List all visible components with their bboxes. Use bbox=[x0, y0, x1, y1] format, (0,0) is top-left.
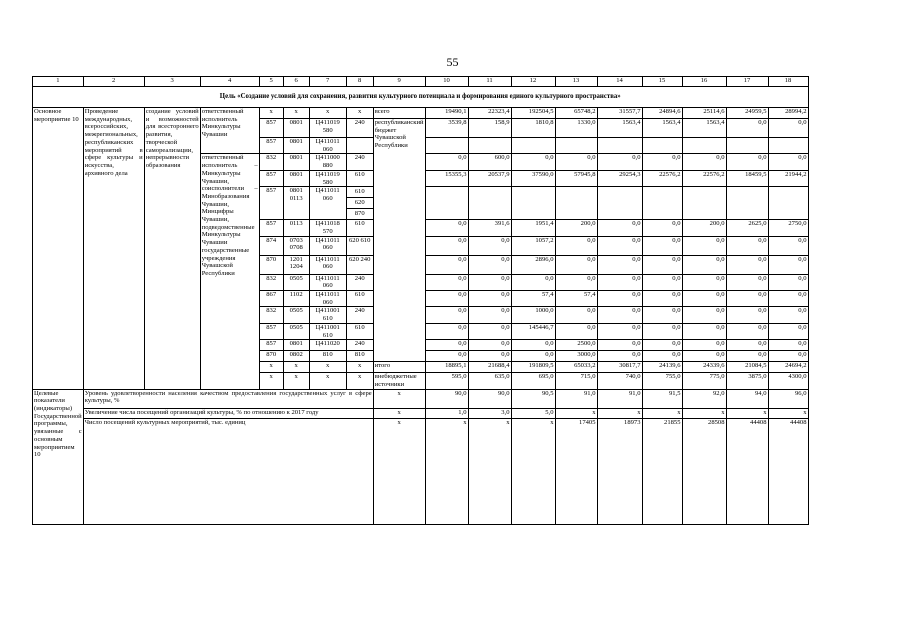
section-code: 0801 0113 bbox=[283, 187, 309, 220]
funding-value: 200,0 bbox=[555, 220, 597, 236]
funding-value bbox=[511, 138, 555, 154]
funding-value: 0,0 bbox=[597, 236, 642, 255]
indicator-row bbox=[33, 389, 809, 408]
expense-type-code: 610 bbox=[346, 220, 373, 236]
grbs-code: 832 bbox=[259, 154, 283, 170]
funding-value: 0,0 bbox=[642, 340, 682, 351]
expense-type-code: x bbox=[346, 362, 373, 373]
funding-value bbox=[726, 187, 768, 220]
indicator-value: 90,0 bbox=[425, 389, 468, 408]
funding-value: 0,0 bbox=[768, 236, 808, 255]
funding-value: 0,0 bbox=[768, 340, 808, 351]
expense-type-code: 240 bbox=[346, 340, 373, 351]
funding-value: 0,0 bbox=[642, 291, 682, 307]
column-number: 1 bbox=[33, 77, 84, 87]
funding-value: 0,0 bbox=[726, 307, 768, 323]
section-code: 0802 bbox=[283, 351, 309, 362]
column-number-row bbox=[33, 77, 809, 87]
funding-value: 0,0 bbox=[726, 323, 768, 339]
target-article-code: Ц411018 570 bbox=[309, 220, 346, 236]
grbs-code: 857 bbox=[259, 119, 283, 138]
funding-value: 30817,7 bbox=[597, 362, 642, 373]
funding-value: 3875,0 bbox=[726, 373, 768, 389]
funding-value: 775,0 bbox=[682, 373, 726, 389]
grbs-code: 857 bbox=[259, 323, 283, 339]
funding-value: 24959,5 bbox=[726, 108, 768, 119]
funding-value: 0,0 bbox=[726, 291, 768, 307]
funding-value: 65748,2 bbox=[555, 108, 597, 119]
funding-value bbox=[726, 138, 768, 154]
funding-value bbox=[682, 138, 726, 154]
column-number: 10 bbox=[425, 77, 468, 87]
funding-row bbox=[33, 108, 809, 119]
column-number: 5 bbox=[259, 77, 283, 87]
indicator-text: Увеличение числа посещений организаций культуры, % по отношению к 2017 году bbox=[83, 408, 373, 418]
funding-value: 1563,4 bbox=[642, 119, 682, 138]
funding-value: 37590,0 bbox=[511, 170, 555, 186]
indicator-value: 21855 bbox=[642, 418, 682, 524]
funding-value: 595,0 bbox=[425, 373, 468, 389]
indicator-mark: x bbox=[373, 408, 425, 418]
expense-type-code: 610 bbox=[346, 291, 373, 307]
indicator-value: 3,0 bbox=[468, 408, 511, 418]
funding-value bbox=[768, 187, 808, 220]
funding-value: 0,0 bbox=[768, 119, 808, 138]
funding-value: 65033,2 bbox=[555, 362, 597, 373]
indicator-value: x bbox=[425, 418, 468, 524]
funding-value bbox=[682, 187, 726, 220]
indicator-value: 90,5 bbox=[511, 389, 555, 408]
funding-value: 158,9 bbox=[468, 119, 511, 138]
funding-value: 1563,4 bbox=[597, 119, 642, 138]
funding-value: 22576,2 bbox=[642, 170, 682, 186]
funding-value: 192504,5 bbox=[511, 108, 555, 119]
funding-value: 0,0 bbox=[726, 340, 768, 351]
funding-value: 0,0 bbox=[682, 291, 726, 307]
funding-value: 0,0 bbox=[682, 340, 726, 351]
funding-value bbox=[597, 187, 642, 220]
funding-value: 1000,0 bbox=[511, 307, 555, 323]
funding-value: 0,0 bbox=[468, 351, 511, 362]
column-number: 3 bbox=[144, 77, 200, 87]
funding-value: 0,0 bbox=[642, 154, 682, 170]
expense-type-code-line: 620 bbox=[347, 198, 373, 209]
indicator-mark: x bbox=[373, 418, 425, 524]
funding-value bbox=[768, 138, 808, 154]
target-article-code: Ц411011 060 bbox=[309, 291, 346, 307]
funding-value: 0,0 bbox=[511, 274, 555, 290]
funding-value: 0,0 bbox=[768, 255, 808, 274]
funding-value: 0,0 bbox=[768, 154, 808, 170]
column-number: 8 bbox=[346, 77, 373, 87]
grbs-code: 870 bbox=[259, 351, 283, 362]
grbs-code: 857 bbox=[259, 170, 283, 186]
funding-value: 31557,7 bbox=[597, 108, 642, 119]
section-code: 0505 bbox=[283, 323, 309, 339]
funding-value: 2896,0 bbox=[511, 255, 555, 274]
column-number: 7 bbox=[309, 77, 346, 87]
funding-value: 0,0 bbox=[726, 236, 768, 255]
indicator-value: 17405 bbox=[555, 418, 597, 524]
target-article-code: x bbox=[309, 108, 346, 119]
target-article-code: Ц411001 610 bbox=[309, 323, 346, 339]
indicator-value: 92,0 bbox=[682, 389, 726, 408]
funding-value: 0,0 bbox=[555, 236, 597, 255]
goal-row bbox=[33, 87, 809, 108]
funding-value: 0,0 bbox=[555, 255, 597, 274]
funding-value: 0,0 bbox=[597, 154, 642, 170]
funding-value: 0,0 bbox=[768, 351, 808, 362]
funding-value: 1951,4 bbox=[511, 220, 555, 236]
funding-value: 0,0 bbox=[597, 323, 642, 339]
funding-value: 57,4 bbox=[555, 291, 597, 307]
expense-type-code: 620 240 bbox=[346, 255, 373, 274]
expense-type-code: 240 bbox=[346, 274, 373, 290]
funding-value: 0,0 bbox=[555, 323, 597, 339]
indicator-value: x bbox=[726, 408, 768, 418]
funding-value: 24694,2 bbox=[768, 362, 808, 373]
funding-value: 22576,2 bbox=[682, 170, 726, 186]
grbs-code: 832 bbox=[259, 307, 283, 323]
funding-value: 0,0 bbox=[425, 154, 468, 170]
target-article-code: Ц411001 610 bbox=[309, 307, 346, 323]
funding-source: внебюджетные источники bbox=[373, 373, 425, 389]
indicator-value: x bbox=[597, 408, 642, 418]
column-number: 18 bbox=[768, 77, 808, 87]
funding-value: 19490,1 bbox=[425, 108, 468, 119]
funding-value: 0,0 bbox=[768, 291, 808, 307]
section-code: x bbox=[283, 108, 309, 119]
funding-value: 24894,6 bbox=[642, 108, 682, 119]
funding-value: 0,0 bbox=[468, 291, 511, 307]
grbs-code: 874 bbox=[259, 236, 283, 255]
funding-value: 695,0 bbox=[511, 373, 555, 389]
funding-value: 18895,1 bbox=[425, 362, 468, 373]
funding-value bbox=[642, 187, 682, 220]
funding-value: 0,0 bbox=[726, 154, 768, 170]
expense-type-code: x bbox=[346, 108, 373, 119]
funding-value: 0,0 bbox=[768, 323, 808, 339]
column-number: 2 bbox=[83, 77, 144, 87]
funding-value: 25114,6 bbox=[682, 108, 726, 119]
funding-value: 0,0 bbox=[597, 340, 642, 351]
indicator-row bbox=[33, 418, 809, 524]
funding-value: 740,0 bbox=[597, 373, 642, 389]
expense-type-code: 620 610 bbox=[346, 236, 373, 255]
funding-value: 0,0 bbox=[555, 274, 597, 290]
funding-value: 0,0 bbox=[726, 119, 768, 138]
section-code: 0801 bbox=[283, 340, 309, 351]
funding-value: 0,0 bbox=[682, 351, 726, 362]
funding-value bbox=[642, 138, 682, 154]
section-code: 0505 bbox=[283, 307, 309, 323]
funding-value: 191809,5 bbox=[511, 362, 555, 373]
funding-value bbox=[511, 187, 555, 220]
grbs-code: x bbox=[259, 362, 283, 373]
expense-type-code bbox=[346, 138, 373, 154]
indicator-value: 5,0 bbox=[511, 408, 555, 418]
funding-value: 0,0 bbox=[642, 274, 682, 290]
funding-value: 600,0 bbox=[468, 154, 511, 170]
funding-value bbox=[597, 138, 642, 154]
expense-type-code: 240 bbox=[346, 154, 373, 170]
indicator-value: x bbox=[642, 408, 682, 418]
funding-value: 0,0 bbox=[425, 323, 468, 339]
funding-value: 0,0 bbox=[726, 274, 768, 290]
column-number: 11 bbox=[468, 77, 511, 87]
indicator-value: 44408 bbox=[768, 418, 808, 524]
grbs-code: 857 bbox=[259, 340, 283, 351]
funding-value: 0,0 bbox=[597, 220, 642, 236]
funding-value: 15355,3 bbox=[425, 170, 468, 186]
funding-value bbox=[425, 187, 468, 220]
indicator-mark: x bbox=[373, 389, 425, 408]
funding-value: 0,0 bbox=[682, 323, 726, 339]
indicator-value: 90,0 bbox=[468, 389, 511, 408]
funding-value: 28994,2 bbox=[768, 108, 808, 119]
indicators-label: Целевые показатели (индикаторы) Государственной программы, увязанные с основным мероприятием 10 bbox=[33, 389, 84, 524]
expense-type-code: x bbox=[346, 373, 373, 389]
funding-source: итого bbox=[373, 362, 425, 373]
funding-value: 0,0 bbox=[425, 291, 468, 307]
funding-value: 24339,6 bbox=[682, 362, 726, 373]
funding-value: 0,0 bbox=[768, 307, 808, 323]
funding-value: 0,0 bbox=[642, 255, 682, 274]
expense-type-code-line: 610 bbox=[347, 187, 373, 198]
column-number: 16 bbox=[682, 77, 726, 87]
indicator-value: 28508 bbox=[682, 418, 726, 524]
target-article-code: Ц411000 880 bbox=[309, 154, 346, 170]
funding-value: 0,0 bbox=[555, 154, 597, 170]
indicator-value: 96,0 bbox=[768, 389, 808, 408]
funding-value: 0,0 bbox=[642, 323, 682, 339]
funding-value: 0,0 bbox=[642, 307, 682, 323]
section-code: x bbox=[283, 373, 309, 389]
funding-value: 3539,8 bbox=[425, 119, 468, 138]
funding-value: 21688,4 bbox=[468, 362, 511, 373]
grbs-code: 857 bbox=[259, 187, 283, 220]
funding-value: 0,0 bbox=[468, 274, 511, 290]
grbs-code: 857 bbox=[259, 138, 283, 154]
funding-value: 0,0 bbox=[682, 307, 726, 323]
expense-type-code: 610 bbox=[346, 170, 373, 186]
section-code: 0703 0708 bbox=[283, 236, 309, 255]
target-article-code: Ц411020 bbox=[309, 340, 346, 351]
section-code: 0801 bbox=[283, 154, 309, 170]
section-code: 0801 bbox=[283, 119, 309, 138]
column-number: 9 bbox=[373, 77, 425, 87]
funding-value: 0,0 bbox=[425, 274, 468, 290]
funding-value: 0,0 bbox=[425, 236, 468, 255]
expense-type-code: 610 bbox=[346, 323, 373, 339]
funding-value: 0,0 bbox=[468, 255, 511, 274]
target-article-code: Ц411011 060 bbox=[309, 187, 346, 220]
section-code: 1201 1204 bbox=[283, 255, 309, 274]
funding-value: 0,0 bbox=[511, 351, 555, 362]
funding-value: 0,0 bbox=[642, 351, 682, 362]
grbs-code: x bbox=[259, 108, 283, 119]
grbs-code: 857 bbox=[259, 220, 283, 236]
funding-source: республиканский бюджет Чувашской Республики bbox=[373, 119, 425, 362]
funding-value: 0,0 bbox=[768, 274, 808, 290]
indicator-value: 18973 bbox=[597, 418, 642, 524]
target-article-code: Ц411011 060 bbox=[309, 255, 346, 274]
event-status: Основное мероприятие 10 bbox=[33, 108, 84, 390]
funding-value: 635,0 bbox=[468, 373, 511, 389]
section-code: 0801 bbox=[283, 138, 309, 154]
section-code: 0113 bbox=[283, 220, 309, 236]
funding-value: 0,0 bbox=[682, 154, 726, 170]
program-table bbox=[32, 76, 809, 525]
funding-value: 18459,5 bbox=[726, 170, 768, 186]
target-article-code: Ц411011 060 bbox=[309, 236, 346, 255]
funding-value: 3000,0 bbox=[555, 351, 597, 362]
indicator-value: x bbox=[555, 408, 597, 418]
grbs-code: 832 bbox=[259, 274, 283, 290]
expense-type-code: 240 bbox=[346, 119, 373, 138]
funding-value: 391,6 bbox=[468, 220, 511, 236]
funding-value bbox=[468, 187, 511, 220]
indicator-value: 91,5 bbox=[642, 389, 682, 408]
section-code: 0505 bbox=[283, 274, 309, 290]
funding-value bbox=[468, 138, 511, 154]
target-article-code: Ц411011 060 bbox=[309, 138, 346, 154]
expense-type-code: 240 bbox=[346, 307, 373, 323]
funding-value: 0,0 bbox=[425, 307, 468, 323]
target-article-code: Ц411011 060 bbox=[309, 274, 346, 290]
indicator-value: 91,0 bbox=[555, 389, 597, 408]
page-number: 55 bbox=[446, 55, 459, 69]
event-goal: создание условий и возможностей для всестороннего развития, творческой самореализации, непрерывности образования bbox=[144, 108, 200, 390]
target-article-code: 810 bbox=[309, 351, 346, 362]
funding-value: 0,0 bbox=[511, 154, 555, 170]
target-article-code: x bbox=[309, 362, 346, 373]
indicator-value: x bbox=[682, 408, 726, 418]
section-code: 0801 bbox=[283, 170, 309, 186]
grbs-code: 867 bbox=[259, 291, 283, 307]
funding-value: 0,0 bbox=[425, 255, 468, 274]
funding-value: 2625,0 bbox=[726, 220, 768, 236]
funding-value: 2750,0 bbox=[768, 220, 808, 236]
funding-value: 0,0 bbox=[425, 220, 468, 236]
column-number: 15 bbox=[642, 77, 682, 87]
funding-value: 0,0 bbox=[682, 255, 726, 274]
indicator-value: x bbox=[468, 418, 511, 524]
indicator-value: 94,0 bbox=[726, 389, 768, 408]
funding-value: 0,0 bbox=[682, 274, 726, 290]
section-code: 1102 bbox=[283, 291, 309, 307]
goal-title: Цель «Создание условий для сохранения, развития культурного потенциала и формирования единого культурного пространства» bbox=[33, 87, 809, 108]
target-article-code: x bbox=[309, 373, 346, 389]
target-article-code: Ц411019 580 bbox=[309, 119, 346, 138]
expense-type-code-line: 870 bbox=[354, 210, 365, 218]
funding-value: 0,0 bbox=[726, 351, 768, 362]
funding-value: 0,0 bbox=[425, 340, 468, 351]
indicator-value: x bbox=[768, 408, 808, 418]
indicator-value: 1,0 bbox=[425, 408, 468, 418]
section-code: x bbox=[283, 362, 309, 373]
funding-value: 0,0 bbox=[597, 351, 642, 362]
column-number: 13 bbox=[555, 77, 597, 87]
column-number: 14 bbox=[597, 77, 642, 87]
indicator-value: 91,0 bbox=[597, 389, 642, 408]
funding-value: 1057,2 bbox=[511, 236, 555, 255]
funding-value: 0,0 bbox=[642, 236, 682, 255]
indicator-text: Уровень удовлетворенности населения качеством предоставления государственных услуг в сфере культуры, % bbox=[83, 389, 373, 408]
grbs-code: 870 bbox=[259, 255, 283, 274]
column-number: 4 bbox=[200, 77, 259, 87]
funding-value: 24139,6 bbox=[642, 362, 682, 373]
funding-value: 57,4 bbox=[511, 291, 555, 307]
funding-value: 0,0 bbox=[642, 220, 682, 236]
funding-value: 0,0 bbox=[425, 351, 468, 362]
funding-value bbox=[555, 138, 597, 154]
funding-value: 20537,9 bbox=[468, 170, 511, 186]
funding-value: 0,0 bbox=[597, 255, 642, 274]
funding-value bbox=[555, 187, 597, 220]
funding-value: 0,0 bbox=[682, 236, 726, 255]
column-number: 12 bbox=[511, 77, 555, 87]
target-article-code: Ц411019 580 bbox=[309, 170, 346, 186]
funding-value: 0,0 bbox=[468, 307, 511, 323]
indicator-row bbox=[33, 408, 809, 418]
funding-value: 4300,0 bbox=[768, 373, 808, 389]
funding-value: 2500,0 bbox=[555, 340, 597, 351]
funding-value: 145446,7 bbox=[511, 323, 555, 339]
event-name: Проведение международных, всероссийских, межрегиональных, республиканских мероприятий в сфере культуры и искусства, архивного дела bbox=[83, 108, 144, 390]
indicator-value: x bbox=[511, 418, 555, 524]
funding-value: 0,0 bbox=[468, 340, 511, 351]
expense-type-code: 810 bbox=[346, 351, 373, 362]
funding-value: 0,0 bbox=[511, 340, 555, 351]
funding-value: 0,0 bbox=[468, 323, 511, 339]
funding-value: 57945,8 bbox=[555, 170, 597, 186]
column-number: 17 bbox=[726, 77, 768, 87]
funding-source: всего bbox=[373, 108, 425, 119]
funding-value: 22323,4 bbox=[468, 108, 511, 119]
funding-value: 21944,2 bbox=[768, 170, 808, 186]
indicator-value: 44408 bbox=[726, 418, 768, 524]
funding-value: 1330,0 bbox=[555, 119, 597, 138]
funding-value: 0,0 bbox=[468, 236, 511, 255]
funding-value: 1810,8 bbox=[511, 119, 555, 138]
funding-value: 29254,3 bbox=[597, 170, 642, 186]
expense-type-code bbox=[346, 187, 373, 220]
funding-value: 0,0 bbox=[597, 307, 642, 323]
funding-value: 0,0 bbox=[726, 255, 768, 274]
funding-value: 0,0 bbox=[555, 307, 597, 323]
funding-value: 200,0 bbox=[682, 220, 726, 236]
event-executor: ответственный исполнитель Минкультуры Чувашии bbox=[200, 108, 259, 154]
grbs-code: x bbox=[259, 373, 283, 389]
funding-value: 21084,5 bbox=[726, 362, 768, 373]
funding-value bbox=[425, 138, 468, 154]
funding-value: 715,0 bbox=[555, 373, 597, 389]
funding-value: 0,0 bbox=[597, 274, 642, 290]
event-executor: ответственный исполнитель – Минкультуры Чувашии, соисполнители – Минобразования Чувашии, Минцифры Чувашии, подведомственные Минкультуры Чувашии государственные учреждения Чувашской Республики bbox=[200, 154, 259, 389]
indicator-text: Число посещений культурных мероприятий, тыс. единиц bbox=[83, 418, 373, 524]
funding-value: 755,0 bbox=[642, 373, 682, 389]
column-number: 6 bbox=[283, 77, 309, 87]
funding-value: 0,0 bbox=[597, 291, 642, 307]
funding-value: 1563,4 bbox=[682, 119, 726, 138]
